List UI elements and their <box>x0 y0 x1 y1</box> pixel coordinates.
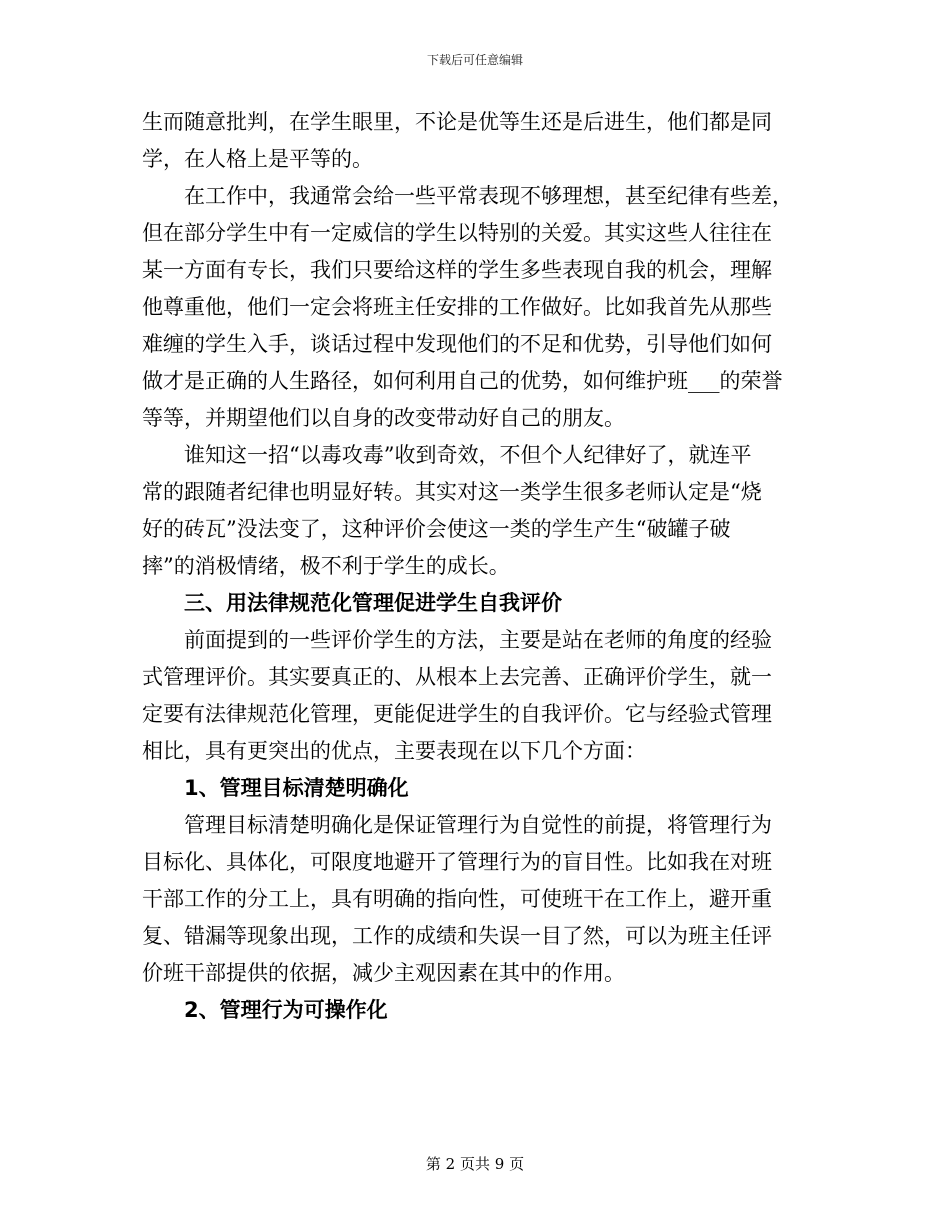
paragraph-goals <box>142 807 814 992</box>
text-line: 他尊重他，他们一定会将班主任安排的工作做好。比如我首先从那些 <box>142 295 772 319</box>
paragraph-results <box>142 437 814 585</box>
heading-text: 三、用法律规范化管理促进学生自我评价 <box>184 591 562 615</box>
text-line: 目标化、具体化，可限度地避开了管理行为的盲目性。比如我在对班 <box>142 850 772 874</box>
text-line: 但在部分学生中有一定威信的学生以特别的关爱。其实这些人往往在 <box>142 221 772 245</box>
section-heading <box>142 585 814 622</box>
heading-text: 2、管理行为可操作化 <box>184 998 388 1022</box>
text-line: 价班干部提供的依据，减少主观因素在其中的作用。 <box>142 961 625 985</box>
paragraph-intro <box>142 622 814 770</box>
text-line: 在工作中，我通常会给一些平常表现不够理想，甚至纪律有些差， <box>184 184 793 208</box>
page-footer: 第 2 页共 9 页 <box>425 1155 525 1173</box>
heading-text: 1、管理目标清楚明确化 <box>184 776 409 800</box>
text-line: 谁知这一招“以毒攻毒”收到奇效，不但个人纪律好了，就连平 <box>184 443 752 467</box>
text-line: 好的砖瓦”没法变了，这种评价会使这一类的学生产生“破罐子破 <box>142 517 731 541</box>
text-line: 前面提到的一些评价学生的方法，主要是站在老师的角度的经验 <box>184 628 772 652</box>
page-header: 下载后可任意编辑 <box>426 53 523 67</box>
text-line: 等等，并期望他们以自身的改变带动好自己的朋友。 <box>142 406 625 430</box>
text-line: 某一方面有专长，我们只要给这样的学生多些表现自我的机会，理解 <box>142 258 772 282</box>
text-line: 管理目标清楚明确化是保证管理行为自觉性的前提，将管理行为 <box>184 813 772 837</box>
text-line: 干部工作的分工上，具有明确的指向性，可使班干在工作上，避开重 <box>142 887 772 911</box>
text-line: 相比，具有更突出的优点，主要表现在以下几个方面： <box>142 739 646 763</box>
text-line: 定要有法律规范化管理，更能促进学生的自我评价。它与经验式管理 <box>142 702 772 726</box>
paragraph-special-care <box>142 178 814 437</box>
text-line: 难缠的学生入手，谈话过程中发现他们的不足和优势，引导他们如何 <box>142 332 772 356</box>
text-line: 摔”的消极情绪，极不利于学生的成长。 <box>142 554 510 578</box>
text-line: 学，在人格上是平等的。 <box>142 147 373 171</box>
text-line: 复、错漏等现象出现，工作的成绩和失误一目了然，可以为班主任评 <box>142 924 772 948</box>
document-body <box>142 104 814 1029</box>
subsection-heading <box>142 770 814 807</box>
text-line: 常的跟随者纪律也明显好转。其实对这一类学生很多老师认定是“烧 <box>142 480 762 504</box>
text-line: 式管理评价。其实要真正的、从根本上去完善、正确评价学生，就一 <box>142 665 772 689</box>
text-line: 做才是正确的人生路径，如何利用自己的优势，如何维护班___的荣誉 <box>142 369 783 393</box>
subsection-heading <box>142 992 814 1029</box>
paragraph-continuation <box>142 104 814 178</box>
text-line: 生而随意批判，在学生眼里，不论是优等生还是后进生，他们都是同 <box>142 110 772 134</box>
